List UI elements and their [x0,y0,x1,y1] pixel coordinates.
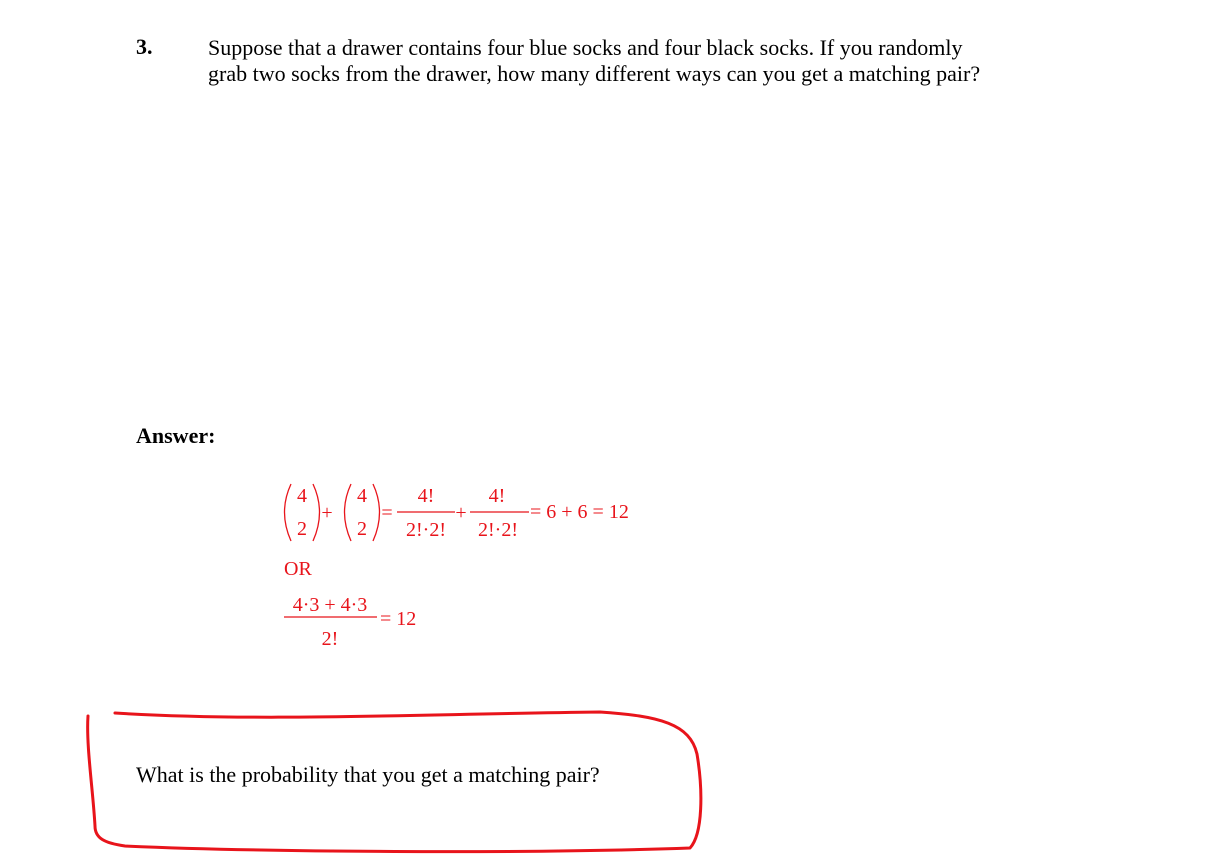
frac3-denominator: 2! [321,628,339,650]
result-line-1: = 6 + 6 = 12 [530,501,629,523]
frac3-numerator: 4·3 + 4·3 [292,594,368,616]
binom2-right-paren [373,484,380,541]
binom1-right-paren [313,484,320,541]
equals-sign-1: = [381,502,393,524]
answer-label: Answer: [136,423,216,448]
question-text-line-2: grab two socks from the drawer, how many different ways can you get a matching pair? [208,61,981,86]
binom1-top: 4 [297,485,307,507]
question-number: 3. [136,34,153,59]
binom1-left-paren [285,484,292,541]
or-label: OR [284,558,312,580]
binom2-left-paren [345,484,352,541]
result-line-2: = 12 [380,608,417,630]
frac2-denominator: 2!·2! [478,519,518,541]
frac2-numerator: 4! [488,485,506,507]
follow-up-question: What is the probability that you get a matching pair? [136,762,600,787]
plus-sign-1: + [321,502,333,524]
question-text-line-1: Suppose that a drawer contains four blue socks and four black socks. If you randomly [208,35,963,60]
frac1-numerator: 4! [417,485,435,507]
binom2-bottom: 2 [357,518,367,540]
frac1-denominator: 2!·2! [406,519,446,541]
binom2-top: 4 [357,485,367,507]
binom1-bottom: 2 [297,518,307,540]
plus-sign-2: + [455,502,467,524]
